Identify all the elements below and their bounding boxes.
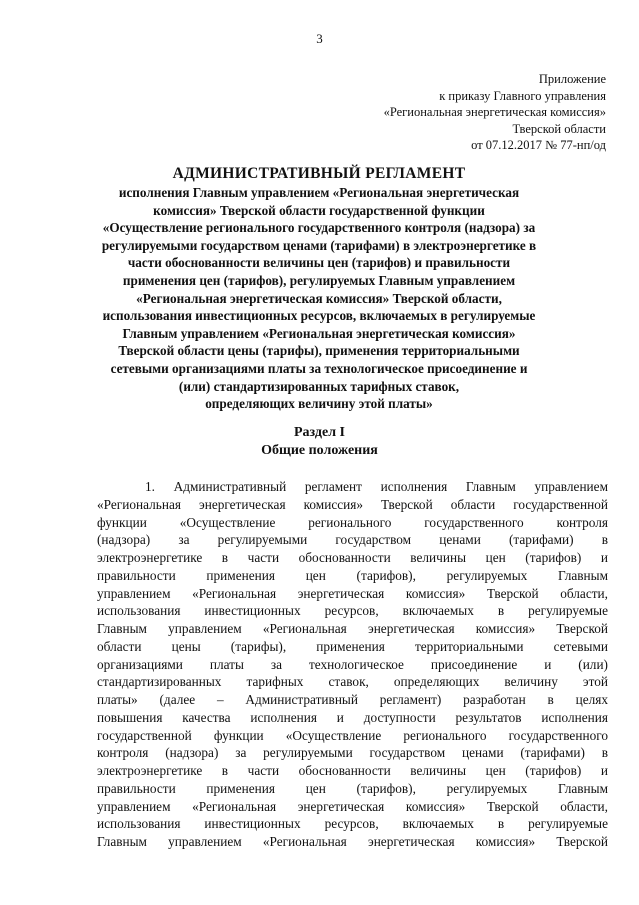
subtitle-line: регулируемыми государством ценами (тарифами) в электроэнергетике в <box>101 237 537 253</box>
appendix-block <box>384 71 606 154</box>
subtitle-line: «Региональная энергетическая комиссия» Тверской области, <box>136 290 502 306</box>
paragraph-line: области цены (тарифы), применения территориальными сетевыми <box>97 638 608 654</box>
paragraph-line: организациями платы за технологическое присоединение и (или) <box>97 656 608 672</box>
paragraph-line: платы» (далее – Административный регламент) разработан в целях <box>97 692 608 707</box>
subtitle-line: Тверской области цены (тарифы), применения территориальными <box>118 343 520 359</box>
subtitle-line: использования инвестиционных ресурсов, включаемых в регулируемые <box>102 308 536 324</box>
paragraph-line: повышения качества исполнения и доступности результатов исполнения <box>97 709 608 725</box>
paragraph-line: использования инвестиционных ресурсов, включаемых в регулируемые <box>97 816 608 832</box>
subtitle-line: «Осуществление регионального государственного контроля (надзора) за <box>102 220 536 236</box>
section-header <box>0 424 639 460</box>
paragraph-line: стандартизированных тарифных ставок, определяющих величину этой <box>97 674 608 690</box>
subtitle-line: (или) стандартизированных тарифных ставок, <box>178 378 460 394</box>
subtitle-line: сетевыми организациями платы за технологическое присоединение и <box>110 360 528 376</box>
paragraph-line: Главным управлением «Региональная энергетическая комиссия» Тверской <box>97 834 608 849</box>
section-title: Общие положения <box>261 443 378 458</box>
paragraph-line: правильности применения цен (тарифов), регулируемых Главным <box>97 567 608 583</box>
section-heading: Раздел I <box>293 425 346 440</box>
appendix-line: Тверской области <box>512 121 606 136</box>
paragraph-line: Главным управлением «Региональная энергетическая комиссия» Тверской <box>97 621 608 636</box>
appendix-line: к приказу Главного управления <box>439 88 606 103</box>
paragraph-line: функции «Осуществление регионального государственного контроля <box>97 514 608 530</box>
document-title: АДМИНИСТРАТИВНЫЙ РЕГЛАМЕНТ <box>172 165 466 182</box>
paragraph-line: использования инвестиционных ресурсов, включаемых в регулируемые <box>97 603 608 619</box>
document-title-block <box>84 164 554 413</box>
paragraph-line: электроэнергетике в части обоснованности величины цен (тарифов) и <box>97 763 608 778</box>
paragraph-line: 1. Административный регламент исполнения Главным управлением <box>145 479 608 494</box>
page-number: 3 <box>316 31 323 46</box>
appendix-line: от 07.12.2017 № 77-нп/од <box>471 138 606 152</box>
document-subtitle <box>84 184 554 413</box>
paragraph-line: правильности применения цен (тарифов), регулируемых Главным <box>97 780 608 796</box>
subtitle-line: части обоснованности величины цен (тарифов) и правильности <box>127 255 511 271</box>
paragraph-line: «Региональная энергетическая комиссия» Тверской области государственной <box>97 496 608 512</box>
subtitle-line: исполнения Главным управлением «Региональная энергетическая <box>118 185 520 200</box>
paragraph-line: (надзора) за регулируемыми государством ценами (тарифами) в <box>97 532 608 548</box>
subtitle-line: применения цен (тарифов), регулируемых Главным управлением <box>122 272 516 288</box>
paragraph-line: контроля (надзора) за регулируемыми государством ценами (тарифами) в <box>97 745 608 761</box>
appendix-line: «Региональная энергетическая комиссия» <box>383 105 606 119</box>
paragraph-1 <box>97 478 608 851</box>
subtitle-line: комиссия» Тверской области государственной функции <box>153 202 485 218</box>
subtitle-line: определяющих величину этой платы» <box>205 396 433 412</box>
subtitle-line: Главным управлением «Региональная энергетическая комиссия» <box>122 325 516 341</box>
appendix-line: Приложение <box>538 72 606 86</box>
paragraph-line: государственной функции «Осуществление регионального государственного <box>97 727 608 743</box>
paragraph-line: управлением «Региональная энергетическая комиссия» Тверской области, <box>97 585 608 601</box>
paragraph-line: электроэнергетике в части обоснованности величины цен (тарифов) и <box>97 550 608 565</box>
paragraph-line: управлением «Региональная энергетическая комиссия» Тверской области, <box>97 798 608 814</box>
